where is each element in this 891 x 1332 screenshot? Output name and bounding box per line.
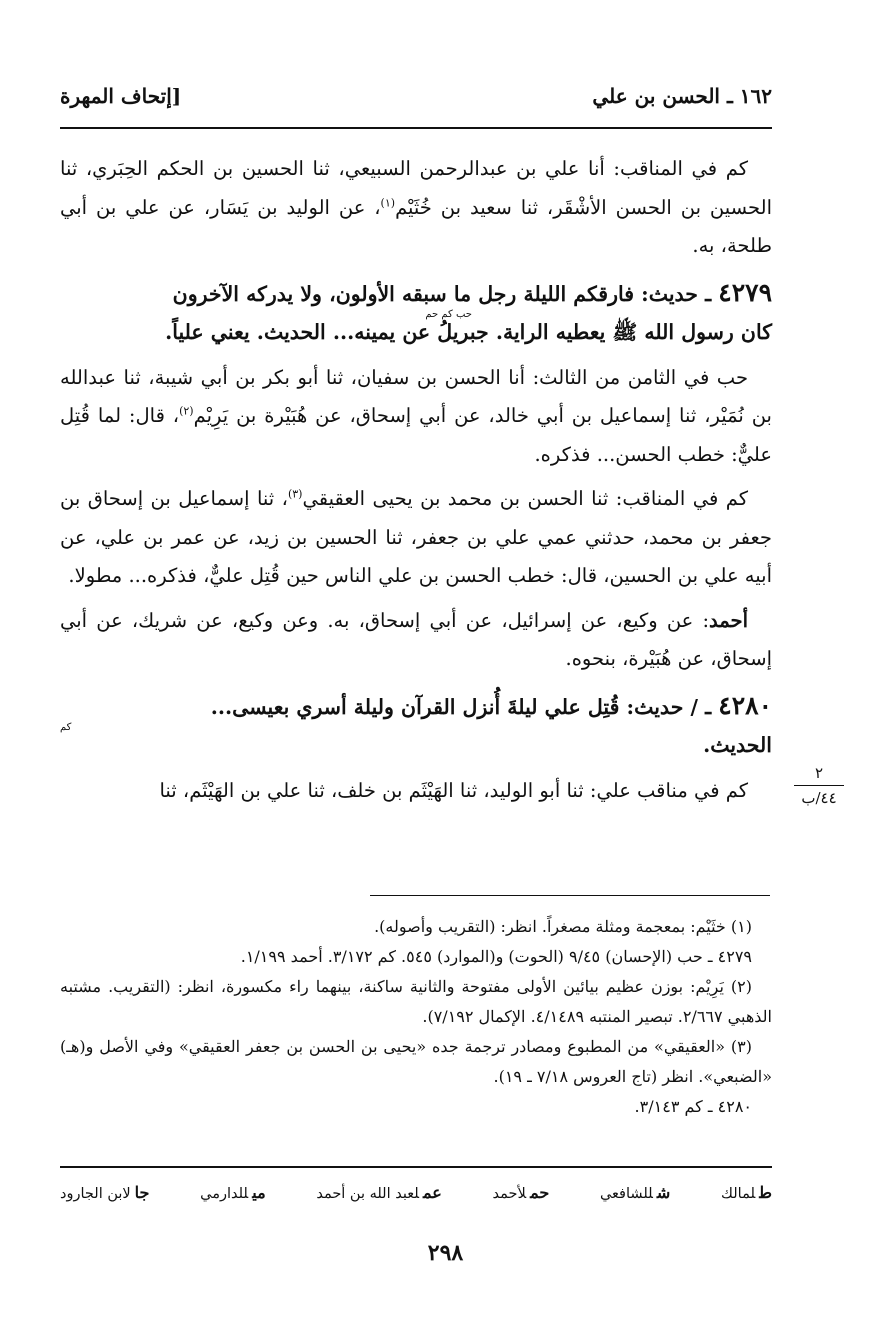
header-rule xyxy=(60,127,772,129)
sigla-item: عملعبد الله بن أحمد xyxy=(316,1183,442,1202)
source-name: أحمد xyxy=(709,608,748,632)
margin-note-rule xyxy=(794,785,844,786)
sigla-item: جالابن الجارود xyxy=(60,1183,150,1202)
footnote-2: (٢) يَرِيْم: بوزن عظيم بيائين الأولى مفتوحة والثانية ساكنة، بينهما راء مكسورة، انظر: (التقريب. مشتبه الذهبي ٢/٦٦٧. تبصير المنتبه ٤/١٤٨٩. الإكمال ٧/١٩٢). xyxy=(60,977,772,1026)
footnotes-rule xyxy=(370,895,770,896)
footnote-3: (٣) «العقيقي» من المطبوع ومصادر ترجمة جده «يحيى بن الحسن بن جعفر العقيقي» وفي الأصل و(هـ) «الضبعي». انظر (تاج العروس ٧/١٨ ـ ١٩). xyxy=(60,1037,772,1086)
sigla-item: طلمالك xyxy=(721,1183,772,1202)
margin-note-bottom: ٤٤/ب xyxy=(801,789,837,807)
hadith-4280 xyxy=(60,685,772,766)
header-book-title: [إتحاف المهرة xyxy=(60,84,182,108)
footnote-1: (١) خثَيْم: بمعجمة ومثلة مصغراً. انظر: (التقريب وأصوله). xyxy=(374,917,752,936)
margin-manuscript-folio xyxy=(790,763,848,808)
hadith-text-continued: كان رسول الله ﷺ يعطيه الراية. جبريلُ عن يمينه... الحديث. يعني علياً. xyxy=(165,319,772,344)
paragraph-isnad-1: كم في المناقب: أنا علي بن عبدالرحمن السبيعي، ثنا الحسين بن الحكم الحِبَري، ثنا الحسين بن الحسن الأشْقَر، ثنا سعيد بن خُثَيْم$^{(١)}$، عن الوليد بن يَسَار، عن علي بن أبي طلحة، به. xyxy=(60,157,772,257)
takhrij-4279: ٤٢٧٩ ـ حب (الإحسان) ٩/٤٥ (الحوت) و(الموارد) ٥٤٥. كم ٣/١٧٢. أحمد ١/١٩٩. xyxy=(240,947,752,966)
hadith-sigla: كم xyxy=(60,721,72,733)
footnotes xyxy=(60,912,772,1122)
sigla-item: شللشافعي xyxy=(599,1183,671,1202)
hadith-text-continued: الحديث. xyxy=(703,732,772,757)
hadith-text: ـ / حديث: قُتِل علي ليلةَ أُنزل القرآن وليلة أسري بعيسى... xyxy=(210,694,712,719)
margin-note-top: ٢ xyxy=(814,764,824,782)
paragraph-isnad-3: كم في المناقب: ثنا الحسن بن محمد بن يحيى العقيقي$^{(٣)}$، ثنا إسماعيل بن إسحاق بن جعفر بن محمد، حدثني عمي علي بن جعفر، ثنا الحسين بن زيد، عن عمر بن علي، عن أبيه علي بن الحسين، قال: خطب الحسن بن علي الناس حين قُتِل عليٌّ، فذكره... مطولا. xyxy=(60,487,772,587)
running-header xyxy=(60,78,772,118)
sigla-item: ميللدارمي xyxy=(200,1183,266,1202)
paragraph-isnad-4: أحمد: عن وكيع، عن إسرائيل، عن أبي إسحاق، به. وعن وكيع، عن شريك، عن أبي إسحاق، عن هُبَيْرة، بنحوه. xyxy=(60,608,772,670)
hadith-number: ٤٢٧٩ xyxy=(718,277,772,307)
sigla-key xyxy=(60,1183,772,1202)
hadith-number: ٤٢٨٠ xyxy=(718,690,772,720)
footnote-ref-1[interactable]: (١) xyxy=(380,196,396,209)
hadith-text: ـ حديث: فارقكم الليلة رجل ما سبقه الأولون، ولا يدركه الآخرون xyxy=(172,281,712,306)
hadith-4279 xyxy=(60,272,772,353)
footnote-ref-2[interactable]: (٢) xyxy=(179,404,194,418)
header-chapter-title: ١٦٢ ـ الحسن بن علي xyxy=(592,84,772,108)
takhrij-4280: ٤٢٨٠ ـ كم ٣/١٤٣. xyxy=(634,1097,752,1116)
footnote-ref-3[interactable]: (٣) xyxy=(287,487,303,501)
sigla-rule xyxy=(60,1166,772,1168)
sigla-item: حملأحمد xyxy=(492,1183,550,1202)
paragraph-isnad-2: حب في الثامن من الثالث: أنا الحسن بن سفيان، ثنا أبو بكر بن أبي شيبة، ثنا عبدالله بن نُمَيْر، ثنا إسماعيل بن أبي خالد، عن أبي إسحاق، عن هُبَيْرة بن يَرِيْم$^{(٢)}$، قال: لما قُتِل عليٌّ: خطب الحسن... فذكره. xyxy=(60,365,772,466)
hadith-sigla: حب كم حم xyxy=(425,308,472,320)
paragraph-isnad-5: كم في مناقب علي: ثنا أبو الوليد، ثنا الهَيْثَم بن خلف، ثنا علي بن الهَيْثَم، ثنا xyxy=(159,778,748,802)
page-number: ٢٩٨ xyxy=(427,1240,464,1266)
main-text xyxy=(60,150,772,816)
